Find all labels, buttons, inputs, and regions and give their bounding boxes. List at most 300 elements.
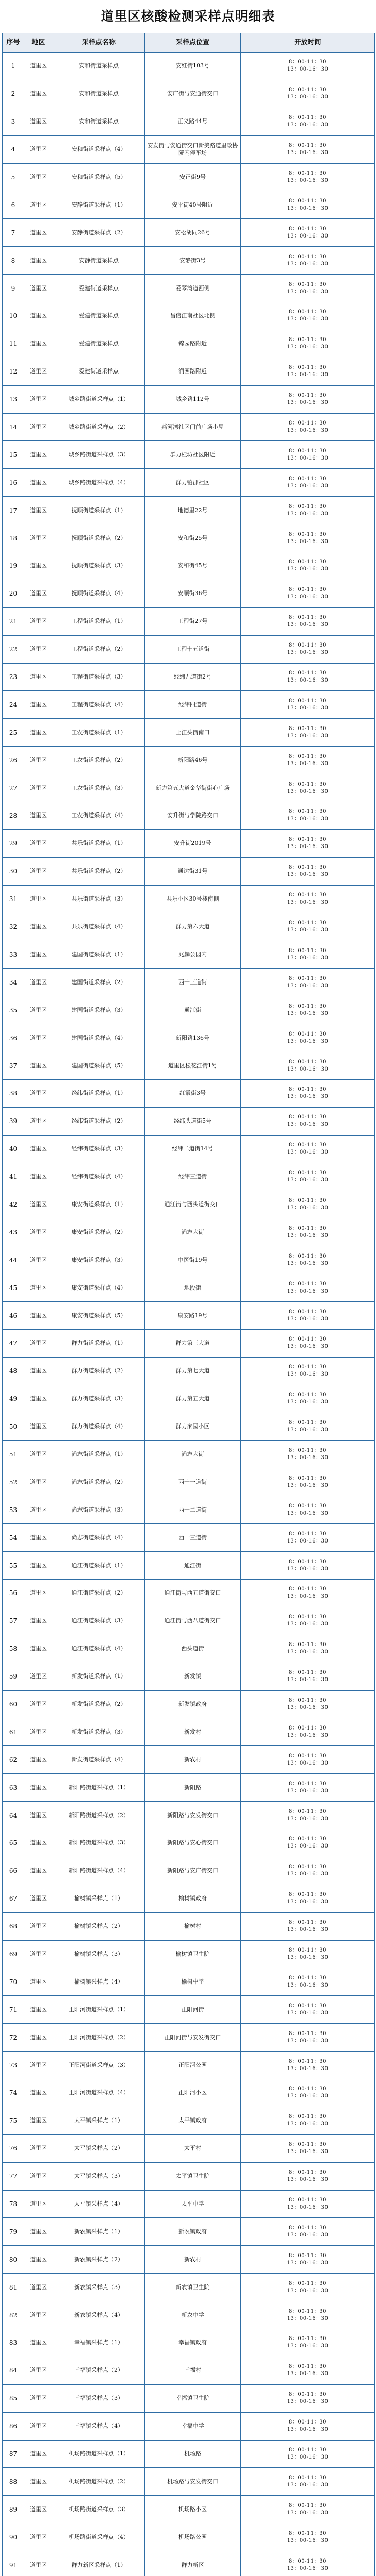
row-site-name: 经纬街道采样点（1）	[53, 1079, 145, 1107]
row-site-location: 群力第五大道	[145, 1385, 241, 1413]
row-area: 道里区	[24, 1774, 53, 1802]
row-index: 21	[3, 607, 24, 635]
open-time-afternoon: 13：00-16：30	[287, 705, 329, 711]
row-area: 道里区	[24, 413, 53, 441]
open-time-afternoon: 13：00-16：30	[287, 2371, 329, 2377]
row-site-name: 安静街道采样点（1）	[53, 191, 145, 219]
open-time-afternoon: 13：00-16：30	[287, 2149, 329, 2155]
table-row	[3, 996, 375, 1024]
open-time-morning: 8：00-11：30	[289, 2170, 326, 2176]
row-site-name: 新发街道采样点（4）	[53, 1746, 145, 1774]
open-time-morning: 8：00-11：30	[289, 975, 326, 981]
row-open-time	[241, 885, 375, 913]
open-time-afternoon: 13：00-16：30	[287, 205, 329, 211]
row-site-location: 群力第七大道	[145, 1357, 241, 1385]
row-index: 33	[3, 941, 24, 969]
row-site-location: 安和街45号	[145, 552, 241, 580]
row-area: 道里区	[24, 1385, 53, 1413]
open-time-morning: 8：00-11：30	[289, 1253, 326, 1259]
open-time-morning: 8：00-11：30	[289, 309, 326, 315]
row-index: 79	[3, 2218, 24, 2246]
open-time-afternoon: 13：00-16：30	[287, 1094, 329, 1100]
open-time-afternoon: 13：00-16：30	[287, 2177, 329, 2183]
row-site-location: 群力新区	[145, 2551, 241, 2576]
row-site-location: 正义路44号	[145, 108, 241, 135]
open-time-afternoon: 13：00-16：30	[287, 1427, 329, 1433]
row-site-name: 正阳河街道采样点（3）	[53, 2052, 145, 2079]
row-open-time	[241, 80, 375, 108]
row-index: 23	[3, 663, 24, 691]
open-time-morning: 8：00-11：30	[289, 865, 326, 871]
row-site-location: 新力第五大道金华街街心广场	[145, 774, 241, 802]
row-area: 道里区	[24, 1496, 53, 1524]
open-time-morning: 8：00-11：30	[289, 1947, 326, 1953]
table-row	[3, 135, 375, 163]
row-index: 7	[3, 219, 24, 247]
table-row	[3, 385, 375, 413]
row-open-time	[241, 969, 375, 996]
table-row	[3, 275, 375, 302]
open-time-afternoon: 13：00-16：30	[287, 1288, 329, 1294]
row-site-name: 新发街道采样点（1）	[53, 1663, 145, 1690]
row-area: 道里区	[24, 2190, 53, 2218]
row-area: 道里区	[24, 1746, 53, 1774]
row-open-time	[241, 1524, 375, 1552]
row-open-time	[241, 1912, 375, 1940]
open-time-morning: 8：00-11：30	[289, 1864, 326, 1870]
table-row	[3, 1635, 375, 1663]
row-site-name: 新农镇采样点（4）	[53, 2301, 145, 2329]
table-row	[3, 524, 375, 552]
row-area: 道里区	[24, 1635, 53, 1663]
row-site-name: 抚顺街道采样点（1）	[53, 497, 145, 524]
row-area: 道里区	[24, 2357, 53, 2384]
row-area: 道里区	[24, 302, 53, 330]
row-site-location: 正阳河街与安发街交口	[145, 2024, 241, 2052]
open-time-morning: 8：00-11：30	[289, 1336, 326, 1343]
open-time-afternoon: 13：00-16：30	[287, 150, 329, 156]
open-time-afternoon: 13：00-16：30	[287, 233, 329, 239]
table-header-row	[3, 33, 375, 53]
row-site-location: 新发镇	[145, 1663, 241, 1690]
row-site-name: 尚志街道采样点（3）	[53, 1496, 145, 1524]
open-time-morning: 8：00-11：30	[289, 1309, 326, 1315]
row-site-name: 康安街道采样点（2）	[53, 1218, 145, 1246]
open-time-morning: 8：00-11：30	[289, 920, 326, 926]
open-time-morning: 8：00-11：30	[289, 2225, 326, 2231]
table-row	[3, 1746, 375, 1774]
row-open-time	[241, 2218, 375, 2246]
row-site-location: 安顺街36号	[145, 580, 241, 607]
open-time-morning: 8：00-11：30	[289, 1836, 326, 1842]
table-row	[3, 774, 375, 802]
open-time-morning: 8：00-11：30	[289, 1558, 326, 1565]
row-site-location: 通江街与西五道街交口	[145, 1579, 241, 1607]
row-site-name: 榆树镇采样点（1）	[53, 1885, 145, 1912]
open-time-afternoon: 13：00-16：30	[287, 788, 329, 794]
table-row	[3, 441, 375, 469]
open-time-afternoon: 13：00-16：30	[287, 1538, 329, 1544]
row-open-time	[241, 1663, 375, 1690]
open-time-morning: 8：00-11：30	[289, 1586, 326, 1592]
row-site-name: 新发街道采样点（3）	[53, 1718, 145, 1746]
row-site-location: 幸福中学	[145, 2412, 241, 2440]
open-time-morning: 8：00-11：30	[289, 1003, 326, 1009]
row-area: 道里区	[24, 524, 53, 552]
row-site-name: 通江街道采样点（1）	[53, 1552, 145, 1580]
row-open-time	[241, 108, 375, 135]
open-time-afternoon: 13：00-16：30	[287, 1899, 329, 1905]
open-time-morning: 8：00-11：30	[289, 1670, 326, 1676]
header-site-name: 采样点名称	[53, 33, 145, 53]
row-area: 道里区	[24, 2523, 53, 2551]
open-time-afternoon: 13：00-16：30	[287, 316, 329, 323]
open-time-afternoon: 13：00-16：30	[287, 1871, 329, 1877]
row-site-location: 新发镇政府	[145, 1690, 241, 1718]
row-site-name: 安和街道采样点	[53, 80, 145, 108]
row-open-time	[241, 497, 375, 524]
row-area: 道里区	[24, 358, 53, 385]
row-site-name: 机场路街道采样点（3）	[53, 2496, 145, 2523]
row-index: 52	[3, 1468, 24, 1496]
row-site-location: 西头道街	[145, 1635, 241, 1663]
row-area: 道里区	[24, 2134, 53, 2162]
open-time-afternoon: 13：00-16：30	[287, 2537, 329, 2544]
row-open-time	[241, 413, 375, 441]
row-index: 62	[3, 1746, 24, 1774]
row-site-location: 新发村	[145, 1718, 241, 1746]
row-index: 49	[3, 1385, 24, 1413]
row-index: 25	[3, 719, 24, 747]
row-area: 道里区	[24, 1274, 53, 1302]
open-time-morning: 8：00-11：30	[289, 337, 326, 343]
row-site-location: 机场路小区	[145, 2496, 241, 2523]
row-site-location: 地段街	[145, 1274, 241, 1302]
open-time-afternoon: 13：00-16：30	[287, 400, 329, 406]
row-site-name: 通江街道采样点（4）	[53, 1635, 145, 1663]
row-index: 44	[3, 1246, 24, 1274]
row-site-location: 幸福镇卫生院	[145, 2384, 241, 2412]
open-time-morning: 8：00-11：30	[289, 1892, 326, 1898]
row-area: 道里区	[24, 885, 53, 913]
table-row	[3, 2024, 375, 2052]
row-index: 91	[3, 2551, 24, 2576]
row-site-location: 西十一道街	[145, 1468, 241, 1496]
row-site-location: 新阳路与安心街交口	[145, 1829, 241, 1857]
table-row	[3, 53, 375, 80]
row-site-location: 安静街3号	[145, 247, 241, 275]
table-row	[3, 2496, 375, 2523]
open-time-morning: 8：00-11：30	[289, 1281, 326, 1287]
open-time-afternoon: 13：00-16：30	[287, 844, 329, 850]
row-site-location: 中医街19号	[145, 1246, 241, 1274]
open-time-morning: 8：00-11：30	[289, 2364, 326, 2370]
row-area: 道里区	[24, 1191, 53, 1218]
row-open-time	[241, 1218, 375, 1246]
row-index: 11	[3, 330, 24, 358]
row-open-time	[241, 1024, 375, 1052]
row-area: 道里区	[24, 552, 53, 580]
row-open-time	[241, 1302, 375, 1330]
row-site-name: 工程街道采样点（1）	[53, 607, 145, 635]
row-open-time	[241, 469, 375, 497]
row-site-location: 安红街103号	[145, 53, 241, 80]
row-site-name: 康安街道采样点（3）	[53, 1246, 145, 1274]
open-time-afternoon: 13：00-16：30	[287, 2010, 329, 2016]
open-time-morning: 8：00-11：30	[289, 587, 326, 593]
table-row	[3, 247, 375, 275]
row-open-time	[241, 53, 375, 80]
table-row	[3, 663, 375, 691]
page-title: 道里区核酸检测采样点明细表	[101, 9, 275, 24]
row-area: 道里区	[24, 747, 53, 774]
row-area: 道里区	[24, 635, 53, 663]
table-row	[3, 1663, 375, 1690]
open-time-morning: 8：00-11：30	[289, 1531, 326, 1537]
open-time-afternoon: 13：00-16：30	[287, 982, 329, 989]
row-area: 道里区	[24, 1857, 53, 1885]
row-site-location: 新农村	[145, 1746, 241, 1774]
open-time-afternoon: 13：00-16：30	[287, 2454, 329, 2461]
row-open-time	[241, 996, 375, 1024]
row-open-time	[241, 2162, 375, 2190]
row-open-time	[241, 2024, 375, 2052]
row-index: 38	[3, 1079, 24, 1107]
row-site-name: 共乐街道采样点（2）	[53, 857, 145, 885]
table-row	[3, 2190, 375, 2218]
row-open-time	[241, 635, 375, 663]
row-site-name: 爱建街道采样点	[53, 302, 145, 330]
row-site-location: 经纬四道街	[145, 691, 241, 719]
open-time-morning: 8：00-11：30	[289, 1420, 326, 1426]
row-site-location: 通江街与西八道街交口	[145, 1607, 241, 1635]
row-site-name: 尚志街道采样点（4）	[53, 1524, 145, 1552]
row-open-time	[241, 330, 375, 358]
row-area: 道里区	[24, 913, 53, 941]
open-time-morning: 8：00-11：30	[289, 1031, 326, 1037]
row-site-location: 幸福镇政府	[145, 2329, 241, 2357]
row-site-location: 机场路公园	[145, 2523, 241, 2551]
row-area: 道里区	[24, 1107, 53, 1135]
row-open-time	[241, 1635, 375, 1663]
row-site-name: 群力新区采样点（1）	[53, 2551, 145, 2576]
table-row	[3, 2274, 375, 2301]
row-index: 69	[3, 1940, 24, 1968]
row-site-name: 幸福镇采样点（4）	[53, 2412, 145, 2440]
open-time-afternoon: 13：00-16：30	[287, 1510, 329, 1516]
row-index: 76	[3, 2134, 24, 2162]
open-time-afternoon: 13：00-16：30	[287, 1205, 329, 1211]
row-index: 9	[3, 275, 24, 302]
row-area: 道里区	[24, 2384, 53, 2412]
row-open-time	[241, 829, 375, 857]
row-area: 道里区	[24, 802, 53, 830]
row-site-name: 正阳河街道采样点（1）	[53, 1996, 145, 2024]
open-time-afternoon: 13：00-16：30	[287, 677, 329, 684]
row-site-name: 新阳路街道采样点（2）	[53, 1802, 145, 1829]
row-open-time	[241, 219, 375, 247]
row-open-time	[241, 2134, 375, 2162]
row-index: 54	[3, 1524, 24, 1552]
row-area: 道里区	[24, 2496, 53, 2523]
row-site-name: 抚顺街道采样点（2）	[53, 524, 145, 552]
row-open-time	[241, 2468, 375, 2496]
row-site-name: 正阳河街道采样点（2）	[53, 2024, 145, 2052]
row-area: 道里区	[24, 663, 53, 691]
open-time-afternoon: 13：00-16：30	[287, 1316, 329, 1322]
table-row	[3, 1857, 375, 1885]
open-time-afternoon: 13：00-16：30	[287, 1149, 329, 1156]
row-open-time	[241, 1246, 375, 1274]
row-area: 道里区	[24, 607, 53, 635]
row-index: 50	[3, 1413, 24, 1440]
open-time-afternoon: 13：00-16：30	[287, 2287, 329, 2294]
row-site-location: 锦园路附近	[145, 330, 241, 358]
row-index: 4	[3, 135, 24, 163]
row-index: 37	[3, 1052, 24, 1080]
row-site-name: 建国街道采样点（1）	[53, 941, 145, 969]
open-time-afternoon: 13：00-16：30	[287, 372, 329, 378]
row-index: 19	[3, 552, 24, 580]
header-index: 序号	[3, 33, 24, 53]
table-row	[3, 552, 375, 580]
row-index: 60	[3, 1690, 24, 1718]
open-time-morning: 8：00-11：30	[289, 837, 326, 843]
open-time-afternoon: 13：00-16：30	[287, 428, 329, 434]
row-open-time	[241, 1940, 375, 1968]
row-site-name: 建国街道采样点（3）	[53, 996, 145, 1024]
table-row	[3, 1885, 375, 1912]
row-index: 70	[3, 1968, 24, 1996]
row-index: 3	[3, 108, 24, 135]
row-site-location: 安发街与安通街交口新美路道里政协院内停车场	[145, 135, 241, 163]
table-row	[3, 1996, 375, 2024]
row-site-name: 群力街道采样点（4）	[53, 1413, 145, 1440]
open-time-afternoon: 13：00-16：30	[287, 94, 329, 100]
row-index: 36	[3, 1024, 24, 1052]
row-index: 14	[3, 413, 24, 441]
row-area: 道里区	[24, 2024, 53, 2052]
row-site-location: 群力家园小区	[145, 1413, 241, 1440]
row-site-name: 抚顺街道采样点（3）	[53, 552, 145, 580]
table-row	[3, 2412, 375, 2440]
row-site-location: 安广街与安通街交口	[145, 80, 241, 108]
row-site-name: 安和街道采样点	[53, 108, 145, 135]
row-site-location: 经纬二道街14号	[145, 1135, 241, 1163]
row-open-time	[241, 1718, 375, 1746]
row-index: 88	[3, 2468, 24, 2496]
row-site-location: 西十三道街	[145, 969, 241, 996]
row-area: 道里区	[24, 1302, 53, 1330]
table-row	[3, 969, 375, 996]
open-time-afternoon: 13：00-16：30	[287, 1843, 329, 1850]
row-site-location: 榆树镇政府	[145, 1885, 241, 1912]
row-area: 道里区	[24, 1357, 53, 1385]
row-index: 16	[3, 469, 24, 497]
row-open-time	[241, 275, 375, 302]
row-open-time	[241, 1135, 375, 1163]
table-row	[3, 1524, 375, 1552]
row-site-name: 安和街道采样点（4）	[53, 135, 145, 163]
open-time-afternoon: 13：00-16：30	[287, 927, 329, 934]
row-site-name: 经纬街道采样点（4）	[53, 1163, 145, 1191]
row-index: 86	[3, 2412, 24, 2440]
row-open-time	[241, 2190, 375, 2218]
open-time-afternoon: 13：00-16：30	[287, 1371, 329, 1378]
row-area: 道里区	[24, 497, 53, 524]
table-row	[3, 1274, 375, 1302]
row-open-time	[241, 247, 375, 275]
open-time-afternoon: 13：00-16：30	[287, 1927, 329, 1933]
row-site-location: 太平村	[145, 2134, 241, 2162]
row-site-name: 幸福镇采样点（2）	[53, 2357, 145, 2384]
row-area: 道里区	[24, 2301, 53, 2329]
row-open-time	[241, 1857, 375, 1885]
row-index: 27	[3, 774, 24, 802]
row-area: 道里区	[24, 2107, 53, 2134]
row-site-name: 新农镇采样点（1）	[53, 2218, 145, 2246]
row-area: 道里区	[24, 1829, 53, 1857]
row-area: 道里区	[24, 385, 53, 413]
row-open-time	[241, 1996, 375, 2024]
row-site-name: 通江街道采样点（3）	[53, 1607, 145, 1635]
row-index: 15	[3, 441, 24, 469]
row-site-location: 通江街	[145, 1552, 241, 1580]
row-area: 道里区	[24, 1663, 53, 1690]
row-site-location: 机场路与安发街交口	[145, 2468, 241, 2496]
row-index: 10	[3, 302, 24, 330]
row-site-name: 太平镇采样点（2）	[53, 2134, 145, 2162]
row-index: 24	[3, 691, 24, 719]
open-time-afternoon: 13：00-16：30	[287, 1344, 329, 1350]
open-time-morning: 8：00-11：30	[289, 2530, 326, 2536]
table-row	[3, 2134, 375, 2162]
open-time-morning: 8：00-11：30	[289, 2058, 326, 2064]
row-index: 17	[3, 497, 24, 524]
row-index: 85	[3, 2384, 24, 2412]
open-time-morning: 8：00-11：30	[289, 1225, 326, 1231]
row-open-time	[241, 747, 375, 774]
open-time-afternoon: 13：00-16：30	[287, 566, 329, 572]
open-time-afternoon: 13：00-16：30	[287, 1232, 329, 1239]
row-site-location: 燕河湾社区门前广场小屋	[145, 413, 241, 441]
table-row	[3, 219, 375, 247]
row-site-name: 新农镇采样点（2）	[53, 2246, 145, 2274]
row-site-name: 康安街道采样点（1）	[53, 1191, 145, 1218]
row-site-name: 建国街道采样点（5）	[53, 1052, 145, 1080]
row-site-name: 安和街道采样点	[53, 53, 145, 80]
row-site-location: 机场路	[145, 2440, 241, 2468]
table-row	[3, 607, 375, 635]
row-site-name: 工程街道采样点（2）	[53, 635, 145, 663]
table-row	[3, 1302, 375, 1330]
row-open-time	[241, 1329, 375, 1357]
row-open-time	[241, 1829, 375, 1857]
row-site-location: 太平中学	[145, 2190, 241, 2218]
row-site-location: 新农村	[145, 2246, 241, 2274]
row-site-location: 红霞街3号	[145, 1079, 241, 1107]
row-index: 63	[3, 1774, 24, 1802]
row-open-time	[241, 2274, 375, 2301]
row-site-name: 经纬街道采样点（2）	[53, 1107, 145, 1135]
open-time-afternoon: 13：00-16：30	[287, 2565, 329, 2571]
table-row	[3, 1968, 375, 1996]
row-open-time	[241, 2246, 375, 2274]
row-open-time	[241, 1357, 375, 1385]
row-site-name: 爱建街道采样点	[53, 330, 145, 358]
open-time-afternoon: 13：00-16：30	[287, 2399, 329, 2405]
open-time-afternoon: 13：00-16：30	[287, 650, 329, 656]
